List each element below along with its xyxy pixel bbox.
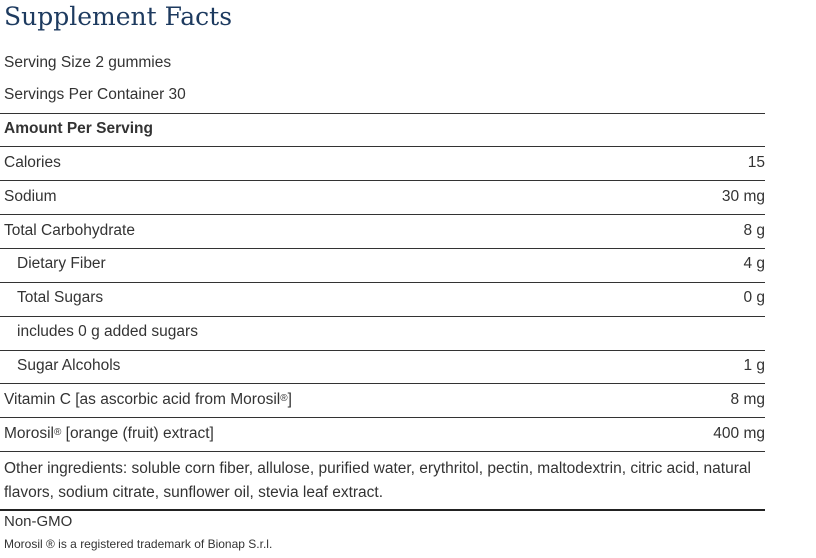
trademark-note: Morosil ® is a registered trademark of Bionap S.r.l. [4, 537, 273, 551]
nutrient-amount: 0 g [743, 289, 765, 306]
nutrient-amount: 30 mg [721, 188, 765, 205]
nutrient-row-added-sugars [0, 316, 765, 349]
amount-per-serving-header [0, 113, 765, 146]
nutrient-amount: 400 mg [713, 425, 765, 442]
nutrient-amount: 8 g [743, 222, 765, 239]
nutrient-amount: 4 g [743, 255, 765, 272]
nutrient-row-sugar-alcohols [0, 350, 765, 383]
nutrient-row-morosil [0, 418, 765, 451]
nutrient-row-calories [0, 147, 765, 180]
nutrient-name: Sodium [4, 188, 57, 205]
nutrient-name: Morosil® [orange (fruit) extract] [4, 425, 214, 442]
nutrient-row-total-carbohydrate [0, 215, 765, 248]
other-ingredients: Other ingredients: soluble corn fiber, allulose, purified water, erythritol, pectin, maltodextrin, citric acid, natural flavors, sodium citrate, sunflower oil, stevia leaf extract. [4, 460, 751, 501]
servings-per-container: Servings Per Container 30 [4, 86, 186, 103]
page-title: Supplement Facts [4, 2, 233, 31]
nutrient-name: Total Sugars [17, 289, 104, 306]
nutrient-name: includes 0 g added sugars [17, 323, 198, 340]
divider [0, 451, 765, 452]
nutrient-name: Calories [4, 154, 61, 171]
divider [0, 509, 765, 511]
nutrient-amount: 15 [747, 154, 765, 171]
nutrient-name: Total Carbohydrate [4, 222, 135, 239]
nutrient-amount: 1 g [743, 357, 765, 374]
nutrient-row-vitamin-c [0, 384, 765, 417]
amount-per-serving-label: Amount Per Serving [4, 120, 153, 137]
nutrient-name: Dietary Fiber [17, 255, 106, 272]
nutrient-name: Vitamin C [as ascorbic acid from Morosil®] [4, 391, 292, 408]
nutrient-amount: 8 mg [730, 391, 765, 408]
serving-size: Serving Size 2 gummies [4, 54, 172, 71]
non-gmo-label: Non-GMO [4, 513, 73, 530]
nutrient-row-total-sugars [0, 282, 765, 315]
nutrient-name: Sugar Alcohols [17, 357, 121, 374]
nutrient-row-dietary-fiber [0, 248, 765, 281]
nutrient-row-sodium [0, 181, 765, 214]
